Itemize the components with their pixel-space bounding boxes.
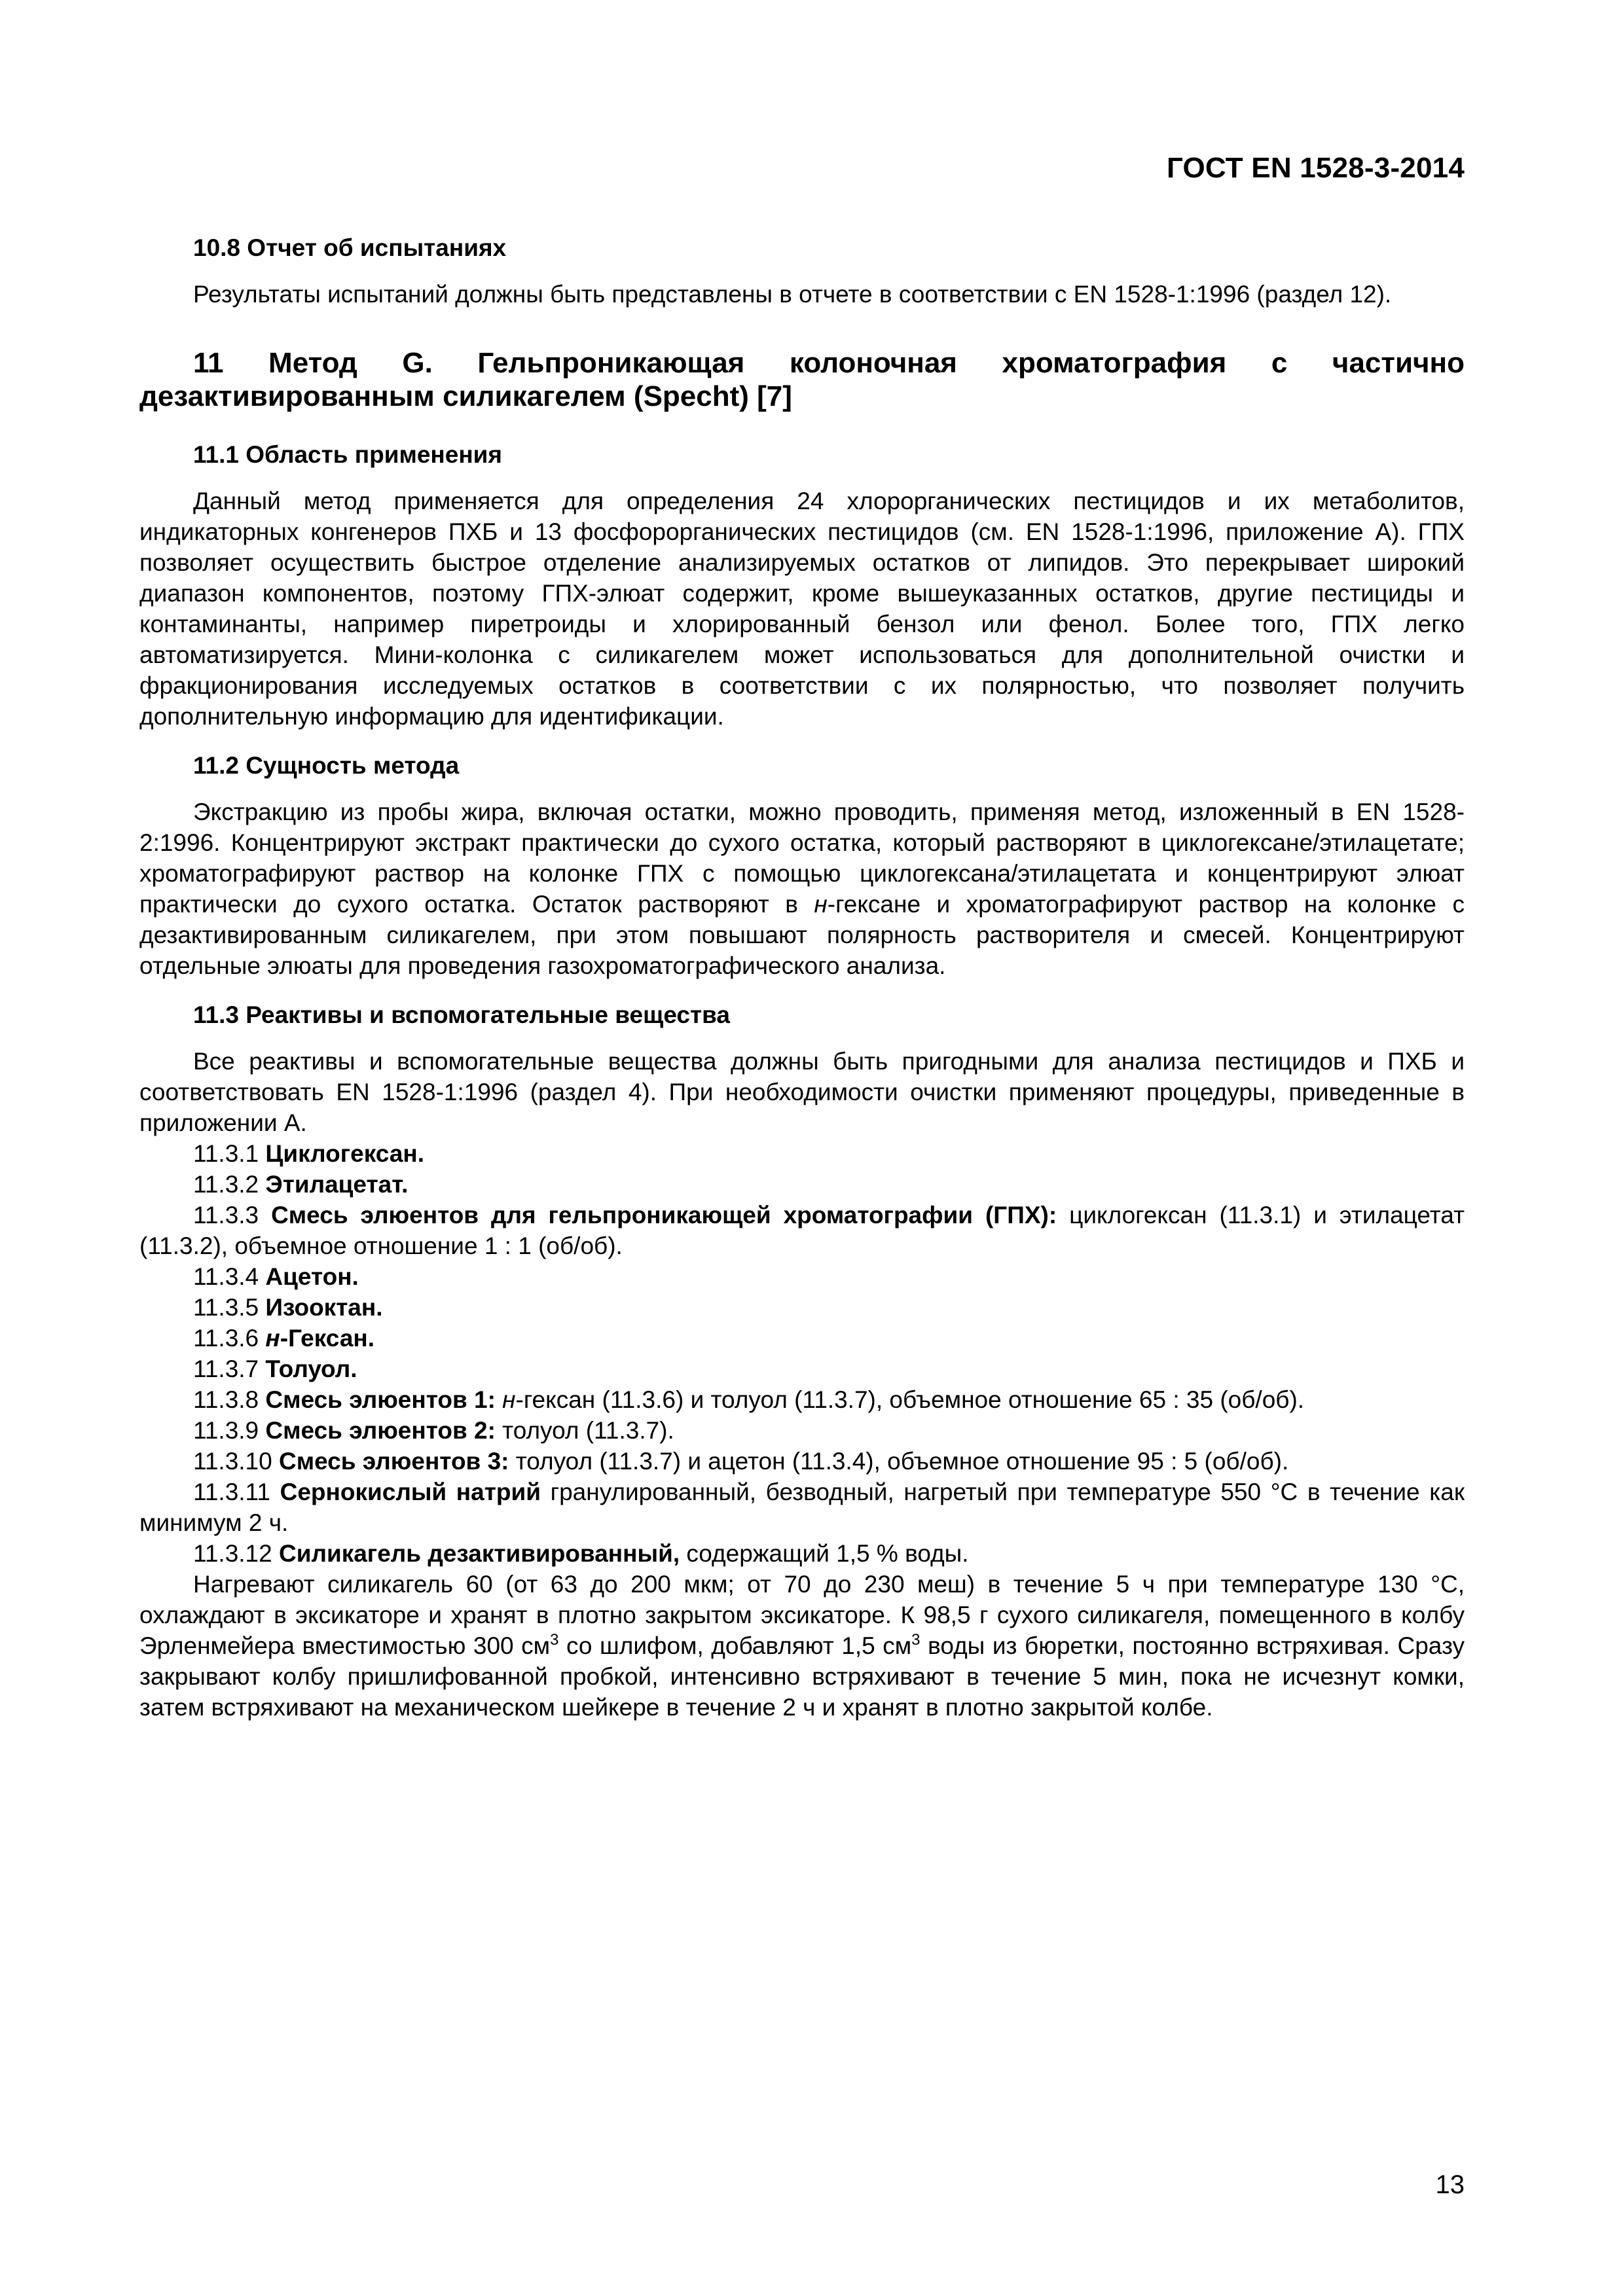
section-11-2-title: 11.2 Сущность метода	[193, 752, 460, 779]
reagent-item	[139, 1200, 1465, 1261]
item-title-rest: -Гексан.	[280, 1325, 375, 1352]
reagent-item	[139, 1169, 1465, 1200]
item-title: Этилацетат.	[265, 1171, 409, 1198]
item-text: гранулированный, безводный, нагретый при температуре 550 °C в течение как минимум 2 ч.	[139, 1479, 1465, 1536]
item-text: содержащий 1,5 % воды.	[686, 1540, 969, 1567]
reagent-item	[139, 1323, 1465, 1354]
item-title: Смесь элюентов 1:	[265, 1386, 496, 1413]
section-11-2-text-b: -гексане и хроматографируют раствор на колонке с дезактивированным силикагелем, при этом повышают полярность растворителя и смесей. Концентрируют отдельные элюаты для проведения газохроматографического анализа.	[139, 891, 1465, 979]
item-italic: н	[265, 1325, 280, 1352]
item-number: 11.3.3	[193, 1202, 259, 1229]
item-number: 11.3.9	[193, 1417, 259, 1444]
item-title	[265, 1325, 374, 1352]
section-11-title: 11 Метод G. Гельпроникающая колоночная хроматография с частично дезактивированным силикагелем (Specht) [7]	[139, 347, 1465, 412]
item-number: 11.3.5	[193, 1294, 259, 1321]
reagent-item	[139, 1138, 1465, 1169]
section-11-2-text-a: Экстракцию из пробы жира, включая остатки, можно проводить, применяя метод, изложенный в EN 1528-2:1996. Концентрируют экстракт практически до сухого остатка, который растворяют в циклогексане/этилацетате; хроматографируют раствор на колонке ГПХ с помощью циклогексана/этилацетата и концентрируют элюат практически до сухого остатка. Остаток растворяют в	[139, 798, 1465, 918]
item-title: Сернокислый натрий	[280, 1479, 541, 1505]
item-number: 11.3.6	[193, 1325, 259, 1352]
superscript: 3	[911, 1631, 921, 1649]
item-number: 11.3.11	[193, 1479, 270, 1505]
section-11-1-text: Данный метод применяется для определения 24 хлорорганических пестицидов и их метаболитов, индикаторных конгенеров ПХБ и 13 фосфорорганических пестицидов (см. EN 1528-1:1996, приложение А). ГПХ позволяет осуществить быстрое отделение анализируемых остатков от липидов. Это перекрывает широкий диапазон компонентов, поэтому ГПХ-элюат содержит, кроме вышеуказанных остатков, другие пестициды и контаминанты, например пиретроиды и хлорированный бензол или фенол. Более того, ГПХ легко автоматизируется. Мини-колонка с силикагелем может использоваться для дополнительной очистки и фракционирования исследуемых остатков в соответствии с их полярностью, что позволяет получить дополнительную информацию для идентификации.	[139, 488, 1465, 730]
section-11-1-title: 11.1 Область применения	[193, 441, 503, 468]
procedure-text-c: воды из бюретки, постоянно встряхивая. Сразу закрывают колбу пришлифованной пробкой, интенсивно встряхивают в течение 5 мин, пока не исчезнут комки, затем встряхивают на механическом шейкере в течение 2 ч и хранят в плотно закрытой колбе.	[139, 1632, 1465, 1721]
item-number: 11.3.10	[193, 1448, 272, 1475]
page-number: 13	[1435, 2170, 1465, 2199]
item-number: 11.3.1	[193, 1140, 259, 1167]
item-title: Ацетон.	[265, 1263, 359, 1290]
item-title: Смесь элюентов 2:	[265, 1417, 496, 1444]
item-italic: н	[502, 1386, 516, 1413]
section-11-2-text	[139, 797, 1465, 981]
item-title: Изооктан.	[265, 1294, 383, 1321]
item-text: толуол (11.3.7) и ацетон (11.3.4), объемное отношение 95 : 5 (об/об).	[515, 1448, 1289, 1475]
section-11-3-title: 11.3 Реактивы и вспомогательные вещества	[193, 1001, 730, 1028]
item-number: 11.3.7	[193, 1355, 259, 1382]
silica-gel-procedure	[139, 1569, 1465, 1723]
item-text: циклогексан (11.3.1) и этилацетат (11.3.2), объемное отношение 1 : 1 (об/об).	[139, 1202, 1465, 1259]
section-11-2-italic: н	[814, 891, 828, 918]
item-text: -гексан (11.3.6) и толуол (11.3.7), объемное отношение 65 : 35 (об/об).	[515, 1386, 1305, 1413]
reagent-item	[139, 1292, 1465, 1323]
superscript: 3	[550, 1631, 559, 1649]
reagent-item	[139, 1261, 1465, 1292]
item-number: 11.3.8	[193, 1386, 259, 1413]
item-number: 11.3.4	[193, 1263, 259, 1290]
section-10-8-title: 10.8 Отчет об испытаниях	[193, 234, 507, 261]
reagent-item	[139, 1354, 1465, 1384]
item-title: Силикагель дезактивированный,	[278, 1540, 680, 1567]
item-title: Смесь элюентов 3:	[278, 1448, 509, 1475]
page-content	[139, 232, 1465, 1723]
reagent-item	[139, 1415, 1465, 1446]
item-text: толуол (11.3.7).	[502, 1417, 674, 1444]
reagent-item	[139, 1477, 1465, 1538]
item-title: Толуол.	[265, 1355, 357, 1382]
reagent-item	[139, 1446, 1465, 1477]
item-title: Смесь элюентов для гельпроникающей хроматографии (ГПХ):	[271, 1202, 1057, 1229]
section-10-8-text: Результаты испытаний должны быть представлены в отчете в соответствии с EN 1528-1:1996 (раздел 12).	[193, 281, 1392, 308]
document-code: ГОСТ EN 1528-3-2014	[1166, 152, 1465, 184]
item-number: 11.3.2	[193, 1171, 259, 1198]
item-number: 11.3.12	[193, 1540, 272, 1567]
reagent-item	[139, 1538, 1465, 1569]
section-11-3-intro: Все реактивы и вспомогательные вещества должны быть пригодными для анализа пестицидов и ПХБ и соответствовать EN 1528-1:1996 (раздел 4). При необходимости очистки применяют процедуры, приведенные в приложении А.	[139, 1048, 1465, 1136]
reagent-item	[139, 1384, 1465, 1415]
procedure-text-b: со шлифом, добавляют 1,5 см	[558, 1632, 912, 1659]
procedure-text-a: Нагревают силикагель 60 (от 63 до 200 мкм; от 70 до 230 меш) в течение 5 ч при температуре 130 °C, охлаждают в эксикаторе и хранят в плотно закрытом эксикаторе. К 98,5 г сухого силикагеля, помещенного в колбу Эрленмейера вместимостью 300 см	[139, 1571, 1465, 1659]
item-title: Циклогексан.	[265, 1140, 425, 1167]
